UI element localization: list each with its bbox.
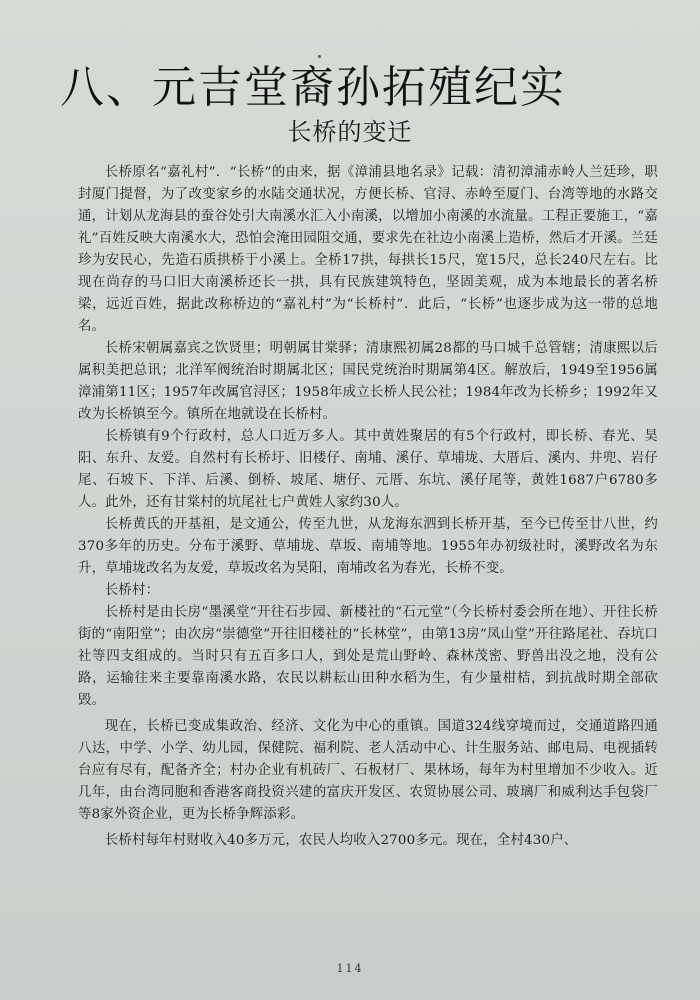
paragraph-present: 现在，长桥已变成集政治、经济、文化为中心的重镇。国道324线穿境而过，交通道路四通八达，中学、小学、幼儿园，保健院、福利院、老人活动中心、计生服务站、邮电局、电视插转台应有尽有，配备齐全；村办企业有机砖厂、石板材厂、果林场，每年为村里增加不少收入。近几年，由台湾同胞和香港客商投资兴建的富庆开发区、农贸协展公司、玻璃厂和威利达手包袋厂等8家外资企业，更为长桥争辉添彩。 [78, 719, 658, 822]
page-number: 114 [336, 962, 364, 975]
paragraph-village-origin: 长桥村是由长房“墨溪堂”开往石步园、新楼社的“石元堂”（今长桥村委会所在地）、开往长桥街的“南阳堂”；由次房“崇德堂”开往旧楼社的“长林堂”，由第13房“凤山堂”开往路尾社、吞坑口社等四支组成的。当时只有五百多口人，到处是荒山野岭、森林茂密、野兽出没之地，没有公路，运输往来主要靠南溪水路，农民以耕耘山田种水稻为生，有少量柑桔，到抗战时期全部砍毁。 [78, 605, 658, 708]
paragraph-income: 长桥村每年村财收入40多万元，农民人均收入2700多元。现在，全村430户、 [104, 833, 578, 848]
paragraph-history: 长桥宋朝属嘉宾之饮贤里；明朝属甘棠驿；清康熙初属28都的马口城千总管辖；清康熙以后属积美把总讯；北洋军阀统治时期属北区；国民党统治时期属第4区。解放后，1949至1956属漳浦第11区；1957年改属官浔区；1958年成立长桥人民公社；1984年改为长桥乡；1992年又改为长桥镇至今。镇所在地就设在长桥村。 [78, 341, 658, 422]
chapter-title: 八、元吉堂裔孙拓殖纪实 [60, 62, 566, 113]
section-subtitle: 长桥的变迁 [287, 118, 413, 146]
article-body [78, 162, 658, 852]
paragraph-ancestry: 长桥黄氏的开基祖，是文通公，传至九世，从龙海东泗到长桥开基，至今已传至廿八世，约370多年的历史。分布于溪野、草埔垅、草坂、南埔等地。1955年办初级社时，溪野改名为东升，草埔垅改名为友爱，草坂改名为昊阳，南埔改名为春光，长桥不变。 [78, 517, 658, 576]
scan-speck [318, 55, 321, 58]
paragraph-village-heading: 长桥村： [104, 583, 160, 598]
paragraph-population: 长桥镇有9个行政村，总人口近万多人。其中黄姓聚居的有5个行政村，即长桥、春光、昊阳、东升、友爱。自然村有长桥圩、旧楼仔、南埔、溪仔、草埔垅、大厝后、溪内、井兜、岩仔尾、石坡下、下洋、后溪、倒桥、坡尾、塘仔、元厝、东坑、溪仔尾等，黄姓1687户6780多人。此外，还有甘棠村的坑尾社七户黄姓人家约30人。 [78, 429, 658, 510]
paragraph-origin: 长桥原名“嘉礼村”．“长桥”的由来，据《漳浦县地名录》记载：清初漳浦赤岭人兰廷珍，职封厦门提督，为了改变家乡的水陆交通状况，方便长桥、官浔、赤岭至厦门、台湾等地的水路交通，计划从龙海县的蚕谷处引大南溪水汇入小南溪，以增加小南溪的水流量。工程正要施工，“嘉礼”百姓反映大南溪水大，恐怕会淹田园阻交通，要求先在社边小南溪上造桥，然后才开溪。兰廷珍为安民心，先造石质拱桥于小溪上。全桥17拱，每拱长15尺，宽15尺，总长240尺左右。比现在尚存的马口旧大南溪桥还长一拱，具有民族建筑特色，坚固美观，成为本地最长的著名桥梁，远近百姓，据此改称桥边的“嘉礼村”为“长桥村”．此后，“长桥”也逐步成为这一带的总地名。 [78, 165, 658, 334]
